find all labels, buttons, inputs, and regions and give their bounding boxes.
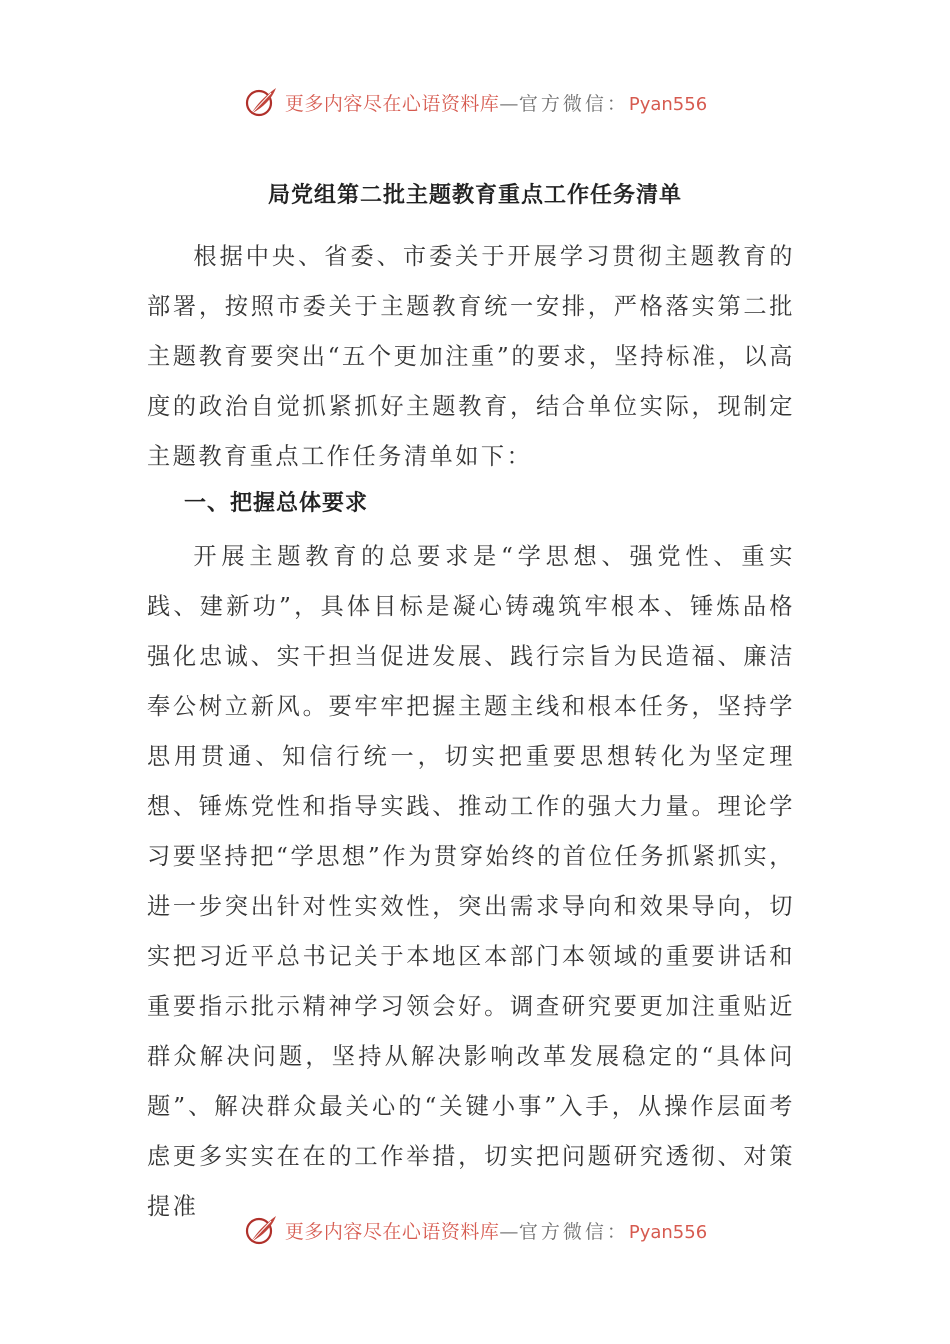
quill-pen-circle-icon bbox=[243, 1212, 279, 1248]
section-heading: 一、把握总体要求 bbox=[184, 491, 369, 516]
watermark-wechat-label: 官方微信： bbox=[518, 92, 629, 115]
intro-paragraph: 根据中央、省委、市委关于开展学习贯彻主题教育的部署，按照市委关于主题教育统一安排，严格落实第二批主题教育要突出“五个更加注重”的要求，坚持标准，以高度的政治自觉抓紧抓好主题教育，结合单位实际，现制定主题教育重点工作任务清单如下： bbox=[147, 243, 795, 470]
quill-pen-circle-icon bbox=[243, 84, 279, 120]
watermark-text bbox=[285, 1217, 707, 1244]
document-title: 局党组第二批主题教育重点工作任务清单 bbox=[267, 183, 682, 208]
watermark-footer bbox=[0, 1210, 950, 1250]
watermark-text bbox=[285, 89, 707, 116]
watermark-dash: — bbox=[499, 1220, 519, 1243]
watermark-wechat-id: Pyan556 bbox=[628, 93, 708, 115]
watermark-library-name: 更多内容尽在心语资料库 bbox=[284, 92, 500, 115]
section-body-paragraph: 开展主题教育的总要求是“学思想、强党性、重实践、建新功”，具体目标是凝心铸魂筑牢根本、锤炼品格强化忠诚、实干担当促进发展、践行宗旨为民造福、廉洁奉公树立新风。要牢牢把握主题主线和根本任务，坚持学思用贯通、知信行统一，切实把重要思想转化为坚定理想、锤炼党性和指导实践、推动工作的强大力量。理论学习要坚持把“学思想”作为贯穿始终的首位任务抓紧抓实，进一步突出针对性实效性，突出需求导向和效果导向，切实把习近平总书记关于本地区本部门本领域的重要讲话和重要指示批示精神学习领会好。调查研究要更加注重贴近群众解决问题，坚持从解决影响改革发展稳定的“具体问题”、解决群众最关心的“关键小事”入手，从操作层面考虑更多实实在在的工作举措，切实把问题研究透彻、对策提准 bbox=[147, 543, 795, 1220]
watermark-dash: — bbox=[499, 92, 519, 115]
watermark-library-name: 更多内容尽在心语资料库 bbox=[284, 1220, 500, 1243]
watermark-wechat-id: Pyan556 bbox=[628, 1221, 708, 1243]
watermark-header bbox=[0, 82, 950, 122]
watermark-wechat-label: 官方微信： bbox=[518, 1220, 629, 1243]
